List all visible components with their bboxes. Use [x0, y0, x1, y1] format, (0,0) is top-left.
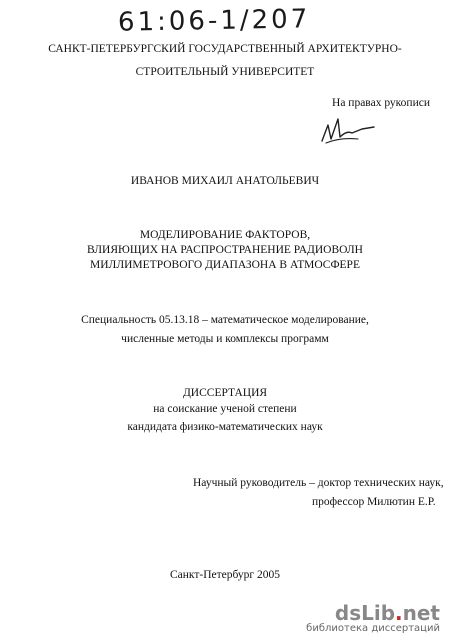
dissertation-heading: ДИССЕРТАЦИЯ: [182, 387, 268, 399]
specialty-line-1: Специальность 05.13.18 – математическое моделирование,: [81, 314, 369, 326]
supervisor-line-1: Научный руководитель – доктор технических наук,: [193, 477, 444, 489]
city-year: Санкт-Петербург 2005: [169, 569, 280, 581]
watermark-subtitle: библиотека диссертаций: [306, 623, 440, 634]
supervisor-line-2: профессор Милютин Е.Р.: [312, 496, 436, 508]
author-name: ИВАНОВ МИХАИЛ АНАТОЛЬЕВИЧ: [130, 175, 320, 187]
title-line-2: ВЛИЯЮЩИХ НА РАСПРОСТРАНЕНИЕ РАДИОВОЛН: [87, 244, 363, 256]
specialty-line-2: численные методы и комплексы программ: [121, 333, 329, 345]
title-line-3: МИЛЛИМЕТРОВОГО ДИАПАЗОНА В АТМОСФЕРЕ: [90, 259, 360, 271]
watermark-logo: [306, 603, 440, 623]
title-line-1: МОДЕЛИРОВАНИЕ ФАКТОРОВ,: [139, 229, 311, 241]
manuscript-note: На правах рукописи: [332, 97, 430, 109]
degree-line-1: на соискание ученой степени: [153, 403, 297, 415]
watermark-logo-dot: .: [395, 601, 403, 625]
institution-line-2: СТРОИТЕЛЬНЫЙ УНИВЕРСИТЕТ: [135, 66, 315, 78]
handwritten-archive-number: 61:06-1/207: [117, 4, 311, 38]
watermark: [306, 603, 440, 634]
handwritten-signature: [318, 111, 378, 151]
degree-line-2: кандидата физико-математических наук: [127, 421, 323, 433]
institution-line-1: САНКТ-ПЕТЕРБУРГСКИЙ ГОСУДАРСТВЕННЫЙ АРХИТЕКТУРНО-: [48, 43, 402, 55]
watermark-logo-main: dsLib: [334, 601, 396, 625]
watermark-logo-tld: net: [402, 601, 440, 625]
